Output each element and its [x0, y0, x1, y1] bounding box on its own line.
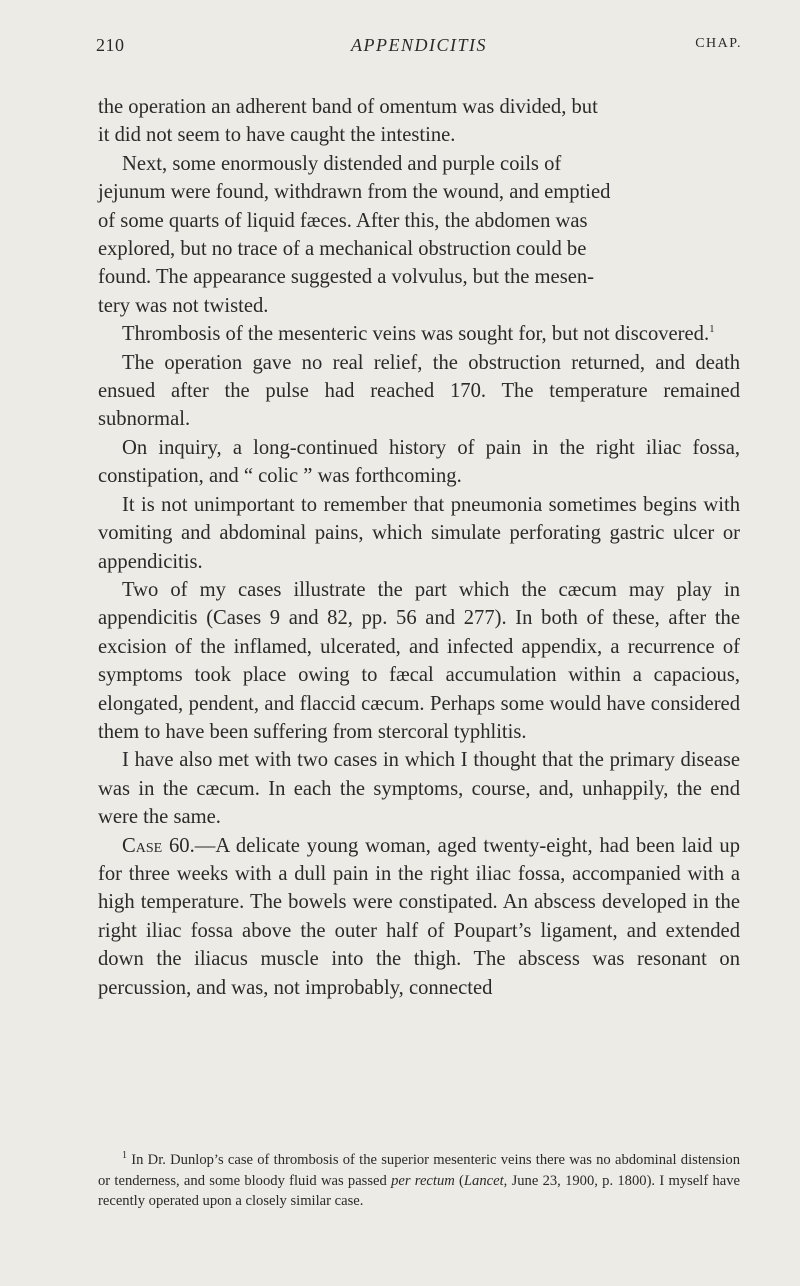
- paragraph: [98, 320, 740, 348]
- footnote-reference[interactable]: 1: [709, 323, 715, 336]
- text-line: Next, some enormously distended and purple coils of: [122, 152, 562, 175]
- footnote-marker: 1: [122, 1150, 127, 1162]
- text-line: found. The appearance suggested a volvulus, but the mesen-: [98, 266, 595, 289]
- case-text: —A delicate young woman, aged twenty-eight, had been laid up for three weeks with a dull pain in the right iliac fossa, accompanied with a high temperature. The bowels were constipated. An abscess developed in the right iliac fossa above the outer half of Poupart’s ligament, and extended down the iliacus muscle into the thigh. The abscess was resonant on percussion, and was, not improbably, connected: [98, 834, 741, 999]
- text-line: of some quarts of liquid fæces. After this, the abdomen was: [98, 209, 588, 232]
- footnote-text: (: [454, 1172, 464, 1189]
- text-line: tery was not twisted.: [98, 294, 269, 317]
- footnotes: [98, 1150, 740, 1212]
- text-line: it did not seem to have caught the intestine.: [98, 124, 456, 147]
- running-head: [96, 35, 742, 61]
- body-text: [98, 93, 740, 1002]
- case-paragraph: [98, 832, 740, 1002]
- paragraph-continued: [98, 93, 740, 150]
- paragraph: Two of my cases illustrate the part which the cæcum may play in appendicitis (Cases 9 and 82, pp. 56 and 277). In both of these, after the excision of the inflamed, ulcerated, and infected appendix, a recurrence of symptoms took place owing to fæcal accumulation within a capacious, elongated, pendent, and flaccid cæcum. Perhaps some would have considered them to have been suffering from stercoral typhlitis.: [98, 578, 740, 743]
- page-number: 210: [96, 35, 125, 55]
- footnote-source: Lancet: [463, 1172, 504, 1189]
- paragraph: On inquiry, a long-continued history of pain in the right iliac fossa, constipation, and “ colic ” was forthcoming.: [98, 436, 740, 488]
- footnote-text: In Dr. Dunlop’s case of thrombosis of the superior mesenteric veins there was no abdominal distension or tenderness, and some bloody fluid was passed: [98, 1152, 740, 1189]
- text-line: jejunum were found, withdrawn from the wound, and emptied: [98, 181, 611, 204]
- case-label: Case 60.: [122, 834, 195, 857]
- running-title: APPENDICITIS: [351, 35, 487, 55]
- paragraph: [98, 150, 740, 320]
- paragraph-text: Thrombosis of the mesenteric veins was sought for, but not discovered.: [122, 323, 710, 346]
- paragraph: It is not unimportant to remember that pneumonia sometimes begins with vomiting and abdominal pains, which simulate perforating gastric ulcer or appendicitis.: [98, 493, 740, 573]
- footnote-text: , June 23, 1900, p. 1800). I myself have recently operated upon a closely similar case.: [98, 1172, 740, 1209]
- chapter-label: CHAP.: [695, 36, 742, 51]
- paragraph: I have also met with two cases in which I thought that the primary disease was in the cæcum. In each the symptoms, course, and, unhappily, the end were the same.: [98, 749, 740, 829]
- text-line: explored, but no trace of a mechanical obstruction could be: [98, 238, 587, 261]
- paragraph: The operation gave no real relief, the obstruction returned, and death ensued after the pulse had reached 170. The temperature remained subnormal.: [98, 351, 740, 431]
- footnote-italic-phrase: per rectum: [391, 1172, 455, 1189]
- footnote: [98, 1150, 740, 1212]
- text-line: the operation an adherent band of omentum was divided, but: [98, 96, 598, 118]
